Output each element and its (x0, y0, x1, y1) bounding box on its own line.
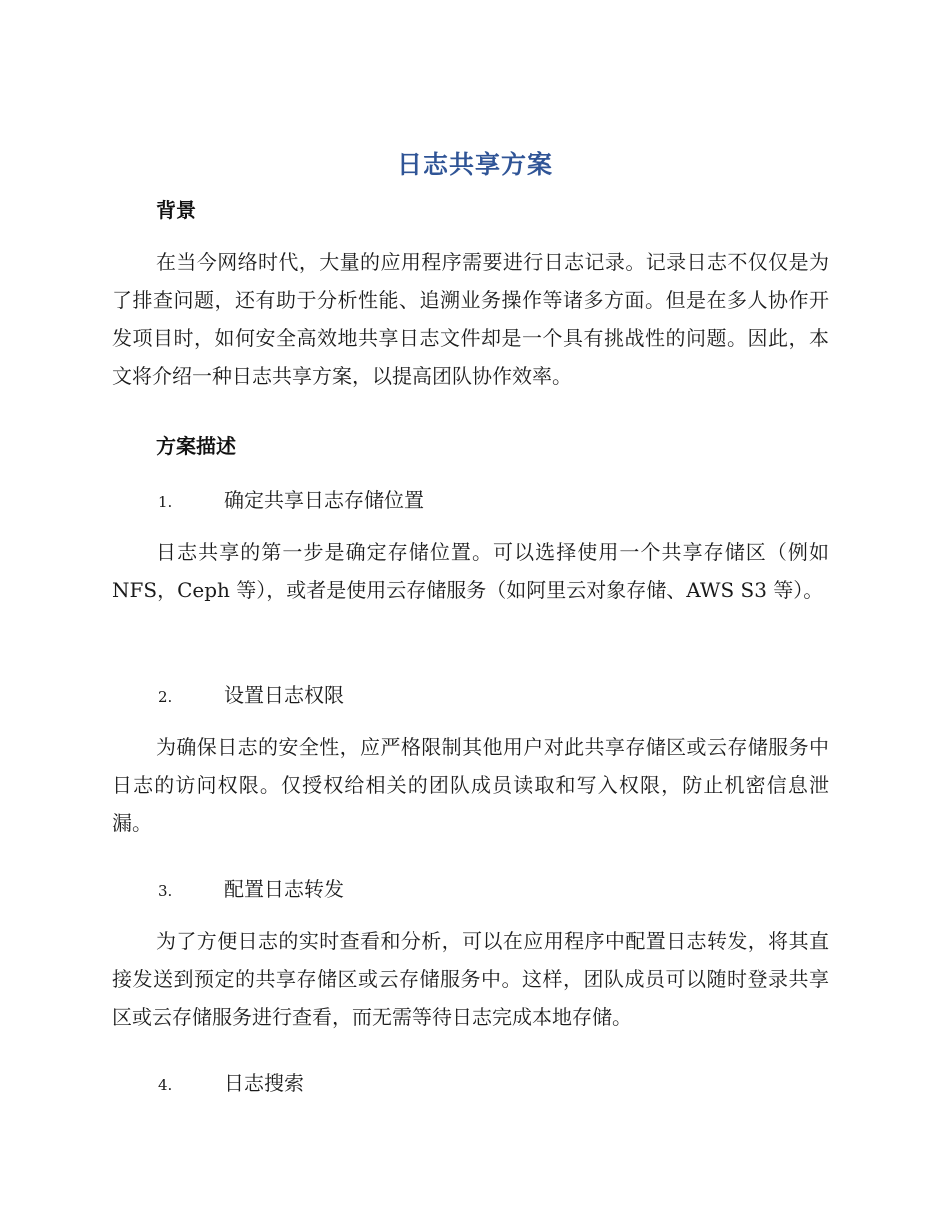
list-item-number: 3. (158, 882, 173, 900)
list-item-number: 2. (158, 688, 173, 706)
section-heading-solution: 方案描述 (156, 434, 236, 458)
list-item-title: 日志搜索 (224, 1071, 304, 1095)
item-1-paragraph: 日志共享的第一步是确定存储位置。可以选择使用一个共享存储区（例如 NFS，Ceph 等），或者是使用云存储服务（如阿里云对象存储、AWS S3 等）。 (112, 540, 829, 602)
item-2-paragraph: 为确保日志的安全性，应严格限制其他用户对此共享存储区或云存储服务中日志的访问权限。仅授权给相关的团队成员读取和写入权限，防止机密信息泄漏。 (112, 735, 829, 835)
item-3-paragraph: 为了方便日志的实时查看和分析，可以在应用程序中配置日志转发，将其直接发送到预定的共享存储区或云存储服务中。这样，团队成员可以随时登录共享区或云存储服务进行查看，而无需等待日志完成本地存储。 (112, 929, 829, 1029)
background-paragraph: 在当今网络时代，大量的应用程序需要进行日志记录。记录日志不仅仅是为了排查问题，还有助于分析性能、追溯业务操作等诸多方面。但是在多人协作开发项目时，如何安全高效地共享日志文件却是一个具有挑战性的问题。因此，本文将介绍一种日志共享方案，以提高团队协作效率。 (112, 250, 829, 388)
list-item-title: 配置日志转发 (224, 877, 344, 901)
list-item-4 (158, 1067, 304, 1096)
list-item-number: 4. (158, 1076, 173, 1094)
list-item-3 (158, 873, 344, 902)
list-item-number: 1. (158, 493, 173, 511)
list-item-1 (158, 484, 424, 513)
list-item-2 (158, 679, 344, 708)
list-item-title: 设置日志权限 (224, 683, 344, 707)
document-title: 日志共享方案 (396, 150, 553, 179)
list-item-title: 确定共享日志存储位置 (224, 488, 424, 512)
section-heading-background: 背景 (156, 198, 196, 222)
